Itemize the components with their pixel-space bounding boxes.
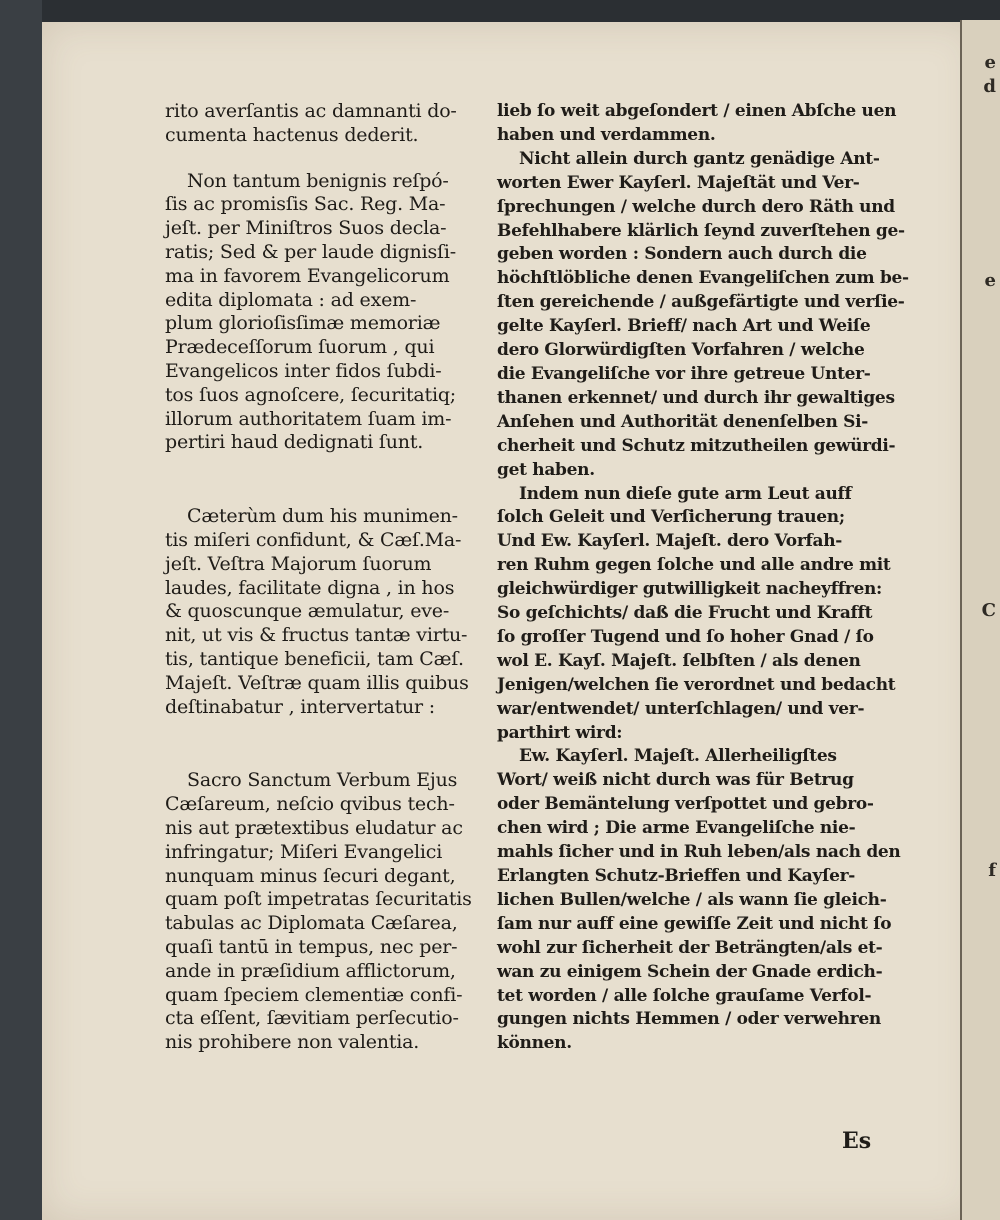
text-line: Prædeceſſorum ſuorum , qui	[165, 336, 435, 359]
text-line: lieb ſo weit abgeſondert / einen Abſche uen	[497, 101, 897, 121]
text-line: die Evangeliſche vor ihre getreue Unter-	[497, 363, 871, 384]
text-line: oder Bemäntelung verſpottet und gebro-	[497, 794, 874, 815]
text-line: Indem nun dieſe gute arm Leut auff	[519, 483, 852, 504]
text-line: plum glorioſisſimæ memoriæ	[165, 312, 441, 335]
text-line: deſtinabatur , intervertatur :	[165, 695, 435, 718]
latin-paragraph-4	[165, 769, 475, 1055]
text-line: Erlangten Schutz-Brieffen und Kayſer-	[497, 866, 856, 886]
facing-page-fragment: e	[984, 52, 996, 73]
catchword: Es	[842, 1128, 872, 1154]
text-line: höchſtlöbliche denen Evangeliſchen zum be-	[497, 268, 909, 289]
text-line: nit, ut vis & fructus tantæ virtu-	[165, 624, 468, 647]
facing-page-fragment: f	[988, 860, 996, 881]
german-paragraph-1	[497, 100, 897, 148]
text-line: Jenigen/welchen ſie verordnet und bedacht	[497, 674, 896, 695]
text-line: nis prohibere non valentia.	[165, 1031, 420, 1054]
text-line: ma in favorem Evangelicorum	[165, 264, 450, 287]
text-line: chen wird ; Die arme Evangeliſche nie-	[497, 818, 856, 839]
facing-page-fragment: C	[981, 600, 996, 621]
text-line: ſo groſſer Tugend und ſo hoher Gnad / ſo	[497, 626, 874, 647]
text-line: ſprechungen / welche durch dero Räth und	[497, 196, 895, 217]
text-line: geben worden : Sondern auch durch die	[497, 244, 867, 265]
book-gutter-edge	[0, 0, 42, 1220]
text-line: pertiri haud dedignati ſunt.	[165, 431, 424, 454]
german-paragraph-2	[497, 148, 909, 483]
text-line: tis, tantique beneficii, tam Cæſ.	[165, 647, 464, 670]
text-line: illorum authoritatem ſuam im-	[165, 407, 452, 430]
facing-page-fragment: e	[984, 270, 996, 291]
facing-page-strip	[960, 20, 1000, 1220]
text-line: ande in præſidium afflictorum,	[165, 959, 456, 982]
text-line: worten Ewer Kayſerl. Majeſtät und Ver-	[497, 172, 860, 193]
text-line: Nicht allein durch gantz genädige Ant-	[519, 148, 880, 169]
text-line: wol E. Kayſ. Majeſt. ſelbſten / als denen	[497, 650, 861, 671]
text-line: tos ſuos agnoſcere, ſecuritatiq;	[165, 383, 457, 406]
text-line: Anſehen und Authorität denenſelben Si-	[497, 411, 869, 432]
text-line: edita diplomata : ad exem-	[165, 288, 417, 311]
facing-page-fragment: d	[983, 76, 996, 97]
text-line: Cæſareum, neſcio qvibus tech-	[165, 793, 455, 816]
text-line: Cæterùm dum his munimen-	[187, 505, 458, 528]
text-line: infringatur; Miſeri Evangelici	[165, 840, 443, 863]
text-line: & quoscunque æmulatur, eve-	[165, 600, 450, 623]
text-line: gelte Kayſerl. Brieff/ nach Art und Weiſe	[497, 316, 871, 337]
text-line: war/entwendet/ unterſchlagen/ und ver-	[497, 698, 865, 719]
text-line: tet worden / alle ſolche grauſame Verfol-	[497, 985, 872, 1006]
text-line: können.	[497, 1033, 572, 1054]
text-line: Und Ew. Kayſerl. Majeſt. dero Vorfah-	[497, 531, 843, 552]
text-line: Ew. Kayſerl. Majeſt. Allerheiligſtes	[519, 746, 837, 767]
text-line: parthirt wird:	[497, 722, 623, 743]
text-line: nis aut prætextibus eludatur ac	[165, 816, 463, 839]
text-line: ſam nur auff eine gewiſſe Zeit und nicht ſo	[497, 913, 892, 934]
text-line: haben und verdammen.	[497, 124, 716, 145]
german-column	[497, 100, 909, 1056]
text-line: mahls ſicher und in Ruh leben/als nach den	[497, 842, 901, 863]
text-line: wohl zur ſicherheit der Beträngten/als et-	[497, 937, 883, 958]
text-line: get haben.	[497, 459, 595, 480]
german-paragraph-3	[497, 483, 897, 746]
latin-paragraph-2	[165, 170, 475, 456]
text-line: cherheit und Schutz mitzutheilen gewürdi-	[497, 435, 896, 456]
text-line: Majeſt. Veſtræ quam illis quibus	[165, 671, 469, 694]
text-line: ren Ruhm gegen ſolche und alle andre mit	[497, 555, 891, 576]
text-line: nunquam minus ſecuri degant,	[165, 864, 456, 887]
text-line: wan zu einigem Schein der Gnade erdich-	[497, 961, 883, 982]
latin-paragraph-3	[165, 505, 475, 719]
latin-paragraph-1	[165, 100, 475, 148]
text-line: jeſt. Veſtra Majorum ſuorum	[165, 552, 432, 575]
text-line: cumenta hactenus dederit.	[165, 123, 419, 146]
text-line: quam ſpeciem clementiæ confi-	[165, 983, 463, 1006]
latin-column	[165, 100, 475, 1055]
text-line: dero Glorwürdigſten Vorfahren / welche	[497, 340, 865, 361]
text-line: lichen Bullen/welche / als wann ſie gleich-	[497, 889, 887, 910]
text-line: gungen nichts Hemmen / oder verwehren	[497, 1009, 881, 1030]
text-line: Befehlhabere klärlich ſeynd zuverſtehen ge-	[497, 220, 905, 241]
text-line: gleichwürdiger gutwilligkeit nacheyffren:	[497, 579, 882, 600]
text-line: quaſi tantū in tempus, nec per-	[165, 935, 458, 958]
text-line: tabulas ac Diplomata Cæſarea,	[165, 912, 458, 935]
text-line: quam poſt impetratas ſecuritatis	[165, 888, 472, 911]
text-line: Non tantum benignis reſpó-	[187, 169, 449, 192]
text-line: cta eſſent, ſævitiam perſecutio-	[165, 1007, 459, 1030]
text-line: laudes, facilitate digna , in hos	[165, 576, 455, 599]
text-line: ſis ac promisſis Sac. Reg. Ma-	[165, 193, 446, 216]
text-line: thanen erkennet/ und durch ihr gewaltiges	[497, 387, 895, 408]
german-paragraph-4	[497, 745, 901, 1056]
text-line: Sacro Sanctum Verbum Ejus	[187, 769, 458, 792]
text-line: So geſchichts/ daß die Frucht und Krafft	[497, 603, 873, 624]
text-line: ratis; Sed & per laude dignisſi-	[165, 240, 456, 263]
text-line: rito averſantis ac damnanti do-	[165, 100, 457, 122]
text-line: Evangelicos inter fidos ſubdi-	[165, 359, 442, 382]
text-line: ſolch Geleit und Verſicherung trauen;	[497, 507, 845, 528]
text-line: jeſt. per Miniſtros Suos decla-	[165, 217, 447, 240]
text-line: Wort/ weiß nicht durch was für Betrug	[497, 770, 854, 791]
text-line: ſten gereichende / außgefärtigte und verſie-	[497, 292, 905, 313]
text-line: tis miſeri confidunt, & Cæſ.Ma-	[165, 528, 462, 551]
